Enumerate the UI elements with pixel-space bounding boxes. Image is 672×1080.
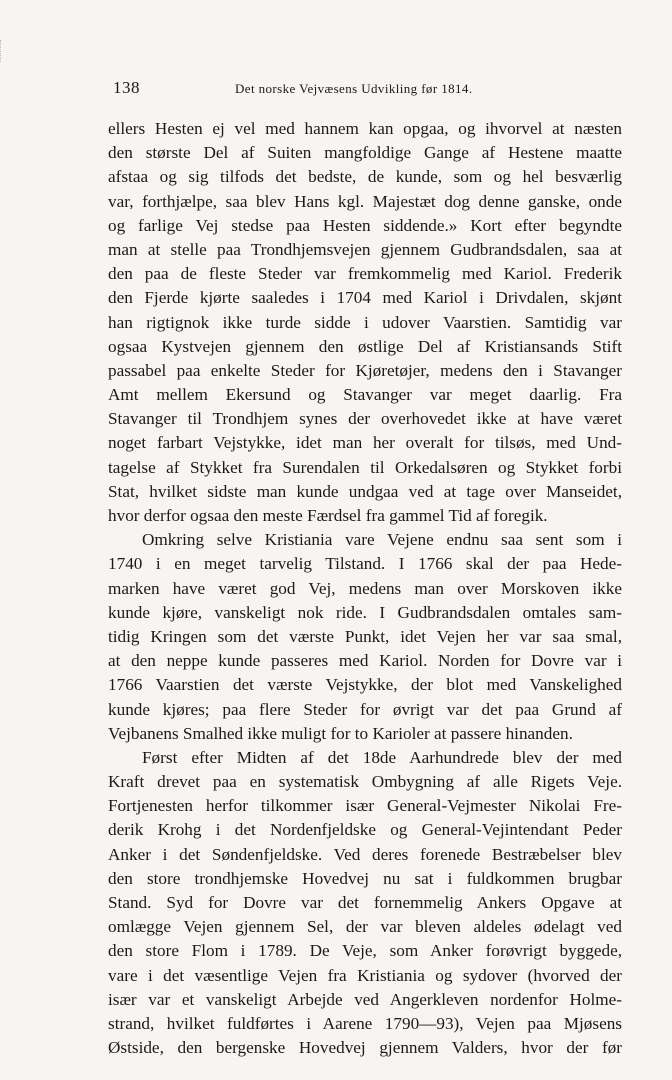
text-line: afstaa og sig tilfods det bedste, de kunde, som og hel besværlig	[108, 167, 622, 187]
page-header	[113, 78, 623, 102]
text-line: og farlige Vej stedse paa Hesten siddende.» Kort efter begyndte	[108, 215, 622, 235]
text-line: 1766 Vaarstien det værste Vejstykke, der blot med Vanskelighed	[108, 675, 622, 695]
text-line: Kraft drevet paa en systematisk Ombygning af alle Rigets Veje.	[108, 772, 622, 792]
text-line: Østside, den bergenske Hovedvej gjennem Valders, hvor der før	[108, 1038, 622, 1058]
text-line: passabel paa enkelte Steder for Kjøretøjer, medens den i Stavanger	[108, 360, 622, 380]
text-line: Stavanger til Trondhjem synes der overhovedet ikke at have været	[108, 409, 622, 429]
paragraph-start-line: Først efter Midten af det 18de Aarhundrede blev der med	[142, 747, 622, 767]
text-line: at den neppe kunde passeres med Kariol. Norden for Dovre var i	[108, 651, 622, 671]
text-line: noget farbart Vejstykke, idet man her overalt for tilsøs, med Und-	[108, 433, 622, 453]
text-line: marken have været god Vej, medens man over Morskoven ikke	[108, 578, 622, 598]
page-number: 138	[113, 78, 140, 97]
text-line: Stand. Syd for Dovre var det fornemmelig Ankers Opgave at	[108, 893, 622, 912]
text-line: tagelse af Stykket fra Surendalen til Orkedalsøren og Stykket forbi	[108, 457, 622, 477]
paragraph-end-line: hvor derfor ogsaa den meste Færdsel fra gammel Tid af foregik.	[108, 506, 548, 525]
text-line: Stat, hvilket sidste man kunde undgaa ved at tage over Manseidet,	[108, 481, 622, 501]
text-line: var, forthjælpe, saa blev Hans kgl. Majestæt dog denne ganske, onde	[108, 191, 622, 211]
text-line: kunde kjøres; paa flere Steder for øvrigt var det paa Grund af	[108, 699, 622, 719]
text-line: især var et vanskeligt Arbejde ved Angerkleven nordenfor Holme-	[108, 989, 622, 1009]
margin-mark	[0, 40, 4, 62]
text-line: ellers Hesten ej vel med hannem kan opgaa, og ihvorvel at næsten	[108, 119, 622, 138]
paragraph-end-line: Vejbanens Smalhed ikke muligt for to Karioler at passere hinanden.	[108, 723, 573, 743]
text-line: Fortjenesten herfor tilkommer især General-Vejmester Nikolai Fre-	[108, 796, 622, 816]
text-line: tidig Kringen som det værste Punkt, idet Vejen her var saa smal,	[108, 626, 622, 646]
text-line: derik Krohg i det Nordenfjeldske og General-Vejintendant Peder	[108, 820, 622, 840]
text-line: Anker i det Søndenfjeldske. Ved deres forenede Bestræbelser blev	[108, 844, 622, 864]
text-line: den store Flom i 1789. De Veje, som Anker forøvrigt byggede,	[108, 941, 622, 961]
text-line: man at stelle paa Trondhjemsvejen gjennem Gudbrandsdalen, saa at	[108, 239, 622, 259]
text-line: Amt mellem Ekersund og Stavanger var meget daarlig. Fra	[108, 385, 622, 405]
text-line: den store trondhjemske Hovedvej nu sat i fuldkommen brugbar	[108, 868, 622, 888]
text-line: strand, hvilket fuldførtes i Aarene 1790—93), Vejen paa Mjøsens	[108, 1013, 622, 1033]
paragraph-start-line: Omkring selve Kristiania vare Vejene endnu saa sent som i	[142, 530, 622, 550]
text-line: vare i det væsentlige Vejen fra Kristiania og sydover (hvorved der	[108, 965, 622, 985]
text-line: kunde kjøre, vanskeligt nok ride. I Gudbrandsdalen omtales sam-	[108, 602, 622, 622]
text-line: den største Del af Suiten mangfoldige Gange af Hestene maatte	[108, 143, 622, 163]
text-line: 1740 i en meget tarvelig Tilstand. I 1766 skal der paa Hede-	[108, 554, 622, 574]
text-line: han rigtignok ikke turde sidde i udover Vaarstien. Samtidig var	[108, 312, 622, 332]
running-title: Det norske Vejvæsens Udvikling før 1814.	[235, 81, 473, 96]
body-text	[108, 117, 622, 1060]
text-line: den Fjerde kjørte saaledes i 1704 med Kariol i Drivdalen, skjønt	[108, 288, 622, 308]
text-line: den paa de fleste Steder var fremkommelig med Kariol. Frederik	[108, 264, 622, 284]
text-line: omlægge Vejen gjennem Sel, der var bleven aldeles ødelagt ved	[108, 917, 622, 937]
text-line: ogsaa Kystvejen gjennem den østlige Del af Kristiansands Stift	[108, 336, 622, 356]
